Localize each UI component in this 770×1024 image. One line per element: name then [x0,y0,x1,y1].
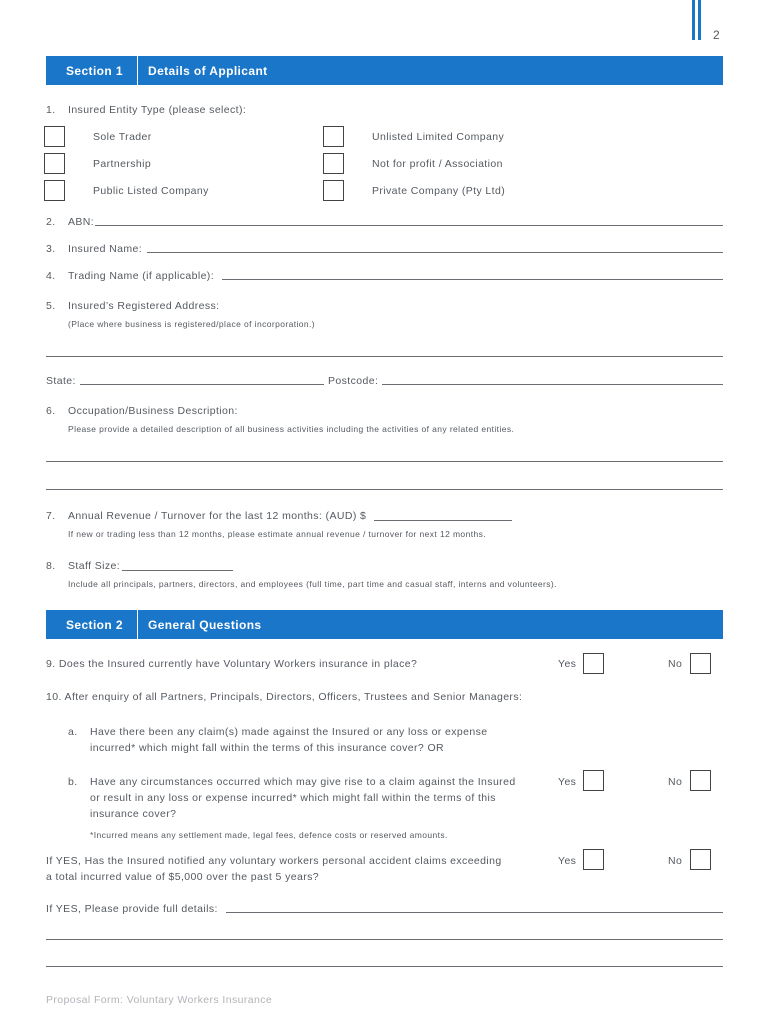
private-company-checkbox[interactable] [323,180,344,201]
details-field-line-1[interactable] [226,912,723,913]
not-for-profit-label: Not for profit / Association [372,158,503,170]
postcode-field[interactable] [382,384,723,385]
partnership-checkbox[interactable] [44,153,65,174]
trading-name-field[interactable] [222,279,723,280]
qa-line-2: incurred* which might fall within the terms of this insurance cover? OR [90,742,445,754]
q3-label: Insured Name: [68,243,143,255]
q5-note: (Place where business is registered/place of incorporation.) [68,319,316,329]
header-accent-bars [692,0,706,40]
public-listed-checkbox[interactable] [44,180,65,201]
sole-trader-label: Sole Trader [93,131,152,143]
q2-label: ABN: [68,216,95,228]
abn-field[interactable] [95,225,723,226]
q9-no-checkbox[interactable] [690,653,711,674]
accent-bar [698,0,701,40]
if-yes-details-label: If YES, Please provide full details: [46,903,218,915]
q4-number: 4. [46,270,56,282]
unlisted-label: Unlisted Limited Company [372,131,505,143]
q5-number: 5. [46,300,56,312]
section-divider [137,56,138,85]
qb-letter: b. [68,776,78,788]
unlisted-checkbox[interactable] [323,126,344,147]
insured-name-field[interactable] [147,252,723,253]
partnership-label: Partnership [93,158,152,170]
page-number: 2 [713,28,721,42]
sole-trader-checkbox[interactable] [44,126,65,147]
q9-label: 9. Does the Insured currently have Voluntary Workers insurance in place? [46,658,418,670]
section-1-header [46,56,723,85]
details-field-line-3[interactable] [46,966,723,967]
q9-yes-checkbox[interactable] [583,653,604,674]
q4-label: Trading Name (if applicable): [68,270,215,282]
qb-line-3: insurance cover? [90,808,177,820]
state-label: State: [46,375,76,387]
q6-number: 6. [46,405,56,417]
q9-yes-label: Yes [558,658,577,670]
section-divider [137,610,138,639]
q7-note: If new or trading less than 12 months, please estimate annual revenue / turnover for next 12 months. [68,529,486,539]
staff-size-field[interactable] [122,570,233,571]
q1-number: 1. [46,104,56,116]
qb-no-checkbox[interactable] [690,770,711,791]
occupation-field-line-1[interactable] [46,461,723,462]
state-field[interactable] [80,384,324,385]
incurred-note: *Incurred means any settlement made, legal fees, defence costs or reserved amounts. [90,830,448,840]
qb-yes-label: Yes [558,776,577,788]
qa-letter: a. [68,726,78,738]
q8-note: Include all principals, partners, directors, and employees (full time, part time and casual staff, interns and volunteers). [68,579,557,589]
public-listed-label: Public Listed Company [93,185,209,197]
qb-no-label: No [668,776,683,788]
section-2-number: Section 2 [66,618,123,632]
q6-note: Please provide a detailed description of all business activities including the activities of any related entities. [68,424,515,434]
q8-number: 8. [46,560,56,572]
if-yes-claims-line-1: If YES, Has the Insured notified any voluntary workers personal accident claims exceeding [46,855,502,867]
private-company-label: Private Company (Pty Ltd) [372,185,506,197]
postcode-label: Postcode: [328,375,379,387]
q10-label: 10. After enquiry of all Partners, Principals, Directors, Officers, Trustees and Senior Managers: [46,691,523,703]
address-field[interactable] [46,356,723,357]
qb-line-1: Have any circumstances occurred which may give rise to a claim against the Insured [90,776,516,788]
q6-label: Occupation/Business Description: [68,405,238,417]
claims-no-label: No [668,855,683,867]
qb-yes-checkbox[interactable] [583,770,604,791]
q9-no-label: No [668,658,683,670]
q7-number: 7. [46,510,56,522]
not-for-profit-checkbox[interactable] [323,153,344,174]
section-1-title: Details of Applicant [148,64,268,78]
qa-line-1: Have there been any claim(s) made against the Insured or any loss or expense [90,726,488,738]
q2-number: 2. [46,216,56,228]
section-2-header [46,610,723,639]
claims-yes-label: Yes [558,855,577,867]
section-2-title: General Questions [148,618,262,632]
claims-yes-checkbox[interactable] [583,849,604,870]
if-yes-claims-line-2: a total incurred value of $5,000 over the past 5 years? [46,871,319,883]
q5-label: Insured’s Registered Address: [68,300,220,312]
footer-text: Proposal Form: Voluntary Workers Insurance [46,994,273,1006]
claims-no-checkbox[interactable] [690,849,711,870]
annual-revenue-field[interactable] [374,520,512,521]
occupation-field-line-2[interactable] [46,489,723,490]
q8-label: Staff Size: [68,560,121,572]
q1-label: Insured Entity Type (please select): [68,104,247,116]
q7-label: Annual Revenue / Turnover for the last 12 months: (AUD) $ [68,510,367,522]
qb-line-2: or result in any loss or expense incurred* which might fall within the terms of this [90,792,496,804]
q3-number: 3. [46,243,56,255]
details-field-line-2[interactable] [46,939,723,940]
accent-bar [692,0,695,40]
section-1-number: Section 1 [66,64,123,78]
